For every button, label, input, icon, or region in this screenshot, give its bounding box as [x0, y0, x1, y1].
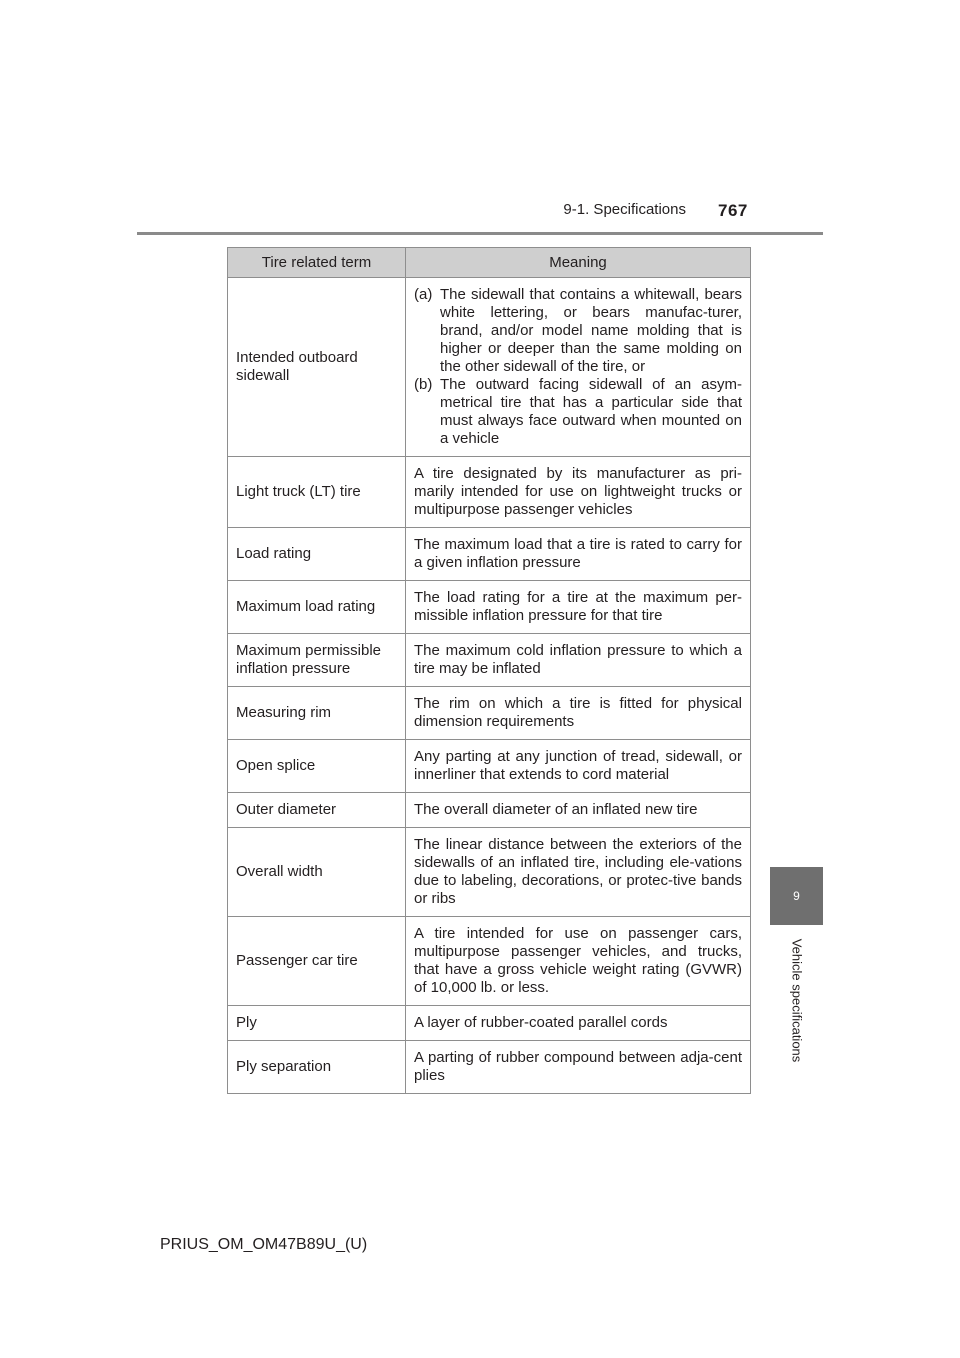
chapter-title: Vehicle specifications: [789, 938, 805, 1062]
meaning-cell: The overall diameter of an inflated new tire: [406, 793, 751, 828]
meaning-cell: A layer of rubber-coated parallel cords: [406, 1006, 751, 1041]
table-row: [228, 1041, 751, 1094]
table-row: [228, 528, 751, 581]
meaning-cell: The rim on which a tire is fitted for physical dimension requirements: [406, 687, 751, 740]
table-row: [228, 581, 751, 634]
list-item: [414, 286, 742, 376]
table-row: [228, 687, 751, 740]
list-text: The sidewall that contains a whitewall, bears white lettering, or bears manufac-turer, brand, and/or model name molding that is higher or deeper than the same molding on the other sidewall of the tire, or: [440, 286, 742, 375]
table-header-row: [228, 248, 751, 278]
column-header-meaning: Meaning: [406, 248, 751, 278]
page-number: 767: [718, 201, 748, 220]
chapter-side-label: [770, 925, 823, 1075]
table-row: [228, 828, 751, 917]
list-item: [414, 376, 742, 448]
term-cell: Light truck (LT) tire: [228, 457, 406, 528]
list-marker: (b): [414, 376, 433, 393]
term-cell: Overall width: [228, 828, 406, 917]
chapter-tab: [770, 867, 823, 925]
section-title: 9-1. Specifications: [563, 201, 686, 218]
column-header-term: Tire related term: [228, 248, 406, 278]
meaning-cell: A tire designated by its manufacturer as pri-marily intended for use on lightweight trucks or multipurpose passenger vehicles: [406, 457, 751, 528]
table-row: [228, 740, 751, 793]
document-code: PRIUS_OM_OM47B89U_(U): [160, 1236, 368, 1253]
chapter-number: 9: [793, 889, 800, 903]
meaning-cell: The load rating for a tire at the maximum per-missible inflation pressure for that tire: [406, 581, 751, 634]
term-cell: Measuring rim: [228, 687, 406, 740]
meaning-cell: The maximum cold inflation pressure to which a tire may be inflated: [406, 634, 751, 687]
term-cell: Ply separation: [228, 1041, 406, 1094]
table-row: [228, 457, 751, 528]
term-cell: Maximum load rating: [228, 581, 406, 634]
meaning-cell: The maximum load that a tire is rated to carry for a given inflation pressure: [406, 528, 751, 581]
meaning-cell: A parting of rubber compound between adja-cent plies: [406, 1041, 751, 1094]
tire-terms-table: [227, 247, 751, 1094]
meaning-cell: [406, 278, 751, 457]
table-row: [228, 1006, 751, 1041]
term-cell: Open splice: [228, 740, 406, 793]
header-divider: [137, 232, 823, 235]
table-row: [228, 793, 751, 828]
table-row: [228, 278, 751, 457]
meaning-cell: A tire intended for use on passenger cars, multipurpose passenger vehicles, and trucks, that have a gross vehicle weight rating (GVWR) of 10,000 lb. or less.: [406, 917, 751, 1006]
list-marker: (a): [414, 286, 433, 303]
table-row: [228, 917, 751, 1006]
term-cell: Outer diameter: [228, 793, 406, 828]
meaning-cell: Any parting at any junction of tread, sidewall, or innerliner that extends to cord material: [406, 740, 751, 793]
term-cell: Maximum permissible inflation pressure: [228, 634, 406, 687]
list-text: The outward facing sidewall of an asym-metrical tire that has a particular side that must always face outward when mounted on a vehicle: [440, 376, 742, 447]
term-cell: Load rating: [228, 528, 406, 581]
term-cell: Passenger car tire: [228, 917, 406, 1006]
term-cell: Ply: [228, 1006, 406, 1041]
meaning-cell: The linear distance between the exteriors of the sidewalls of an inflated tire, including ele-vations due to labeling, decorations, or protec-tive bands or ribs: [406, 828, 751, 917]
term-cell: Intended outboard sidewall: [228, 278, 406, 457]
table-row: [228, 634, 751, 687]
